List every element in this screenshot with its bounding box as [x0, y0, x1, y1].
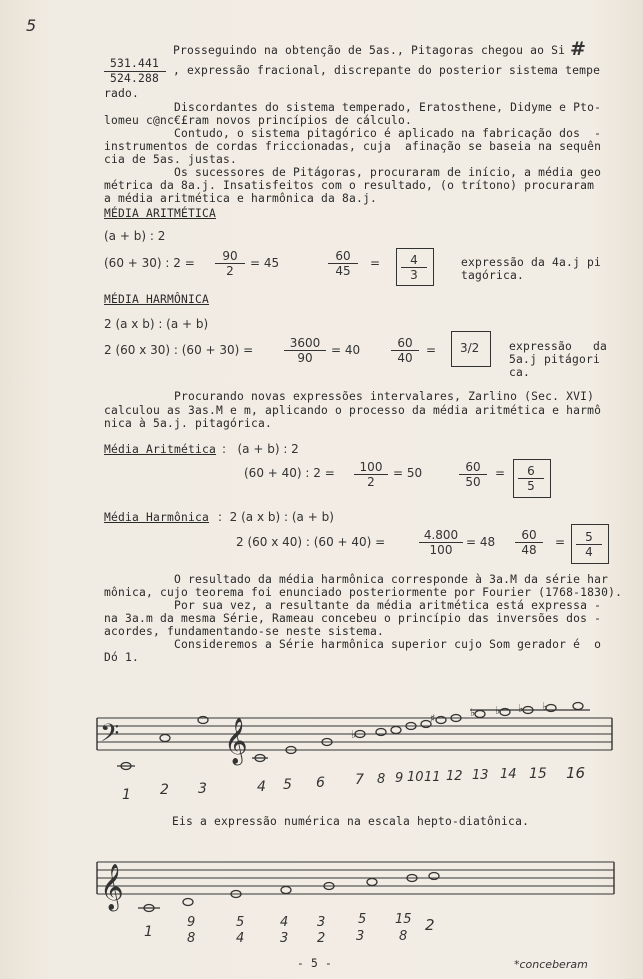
fraction-denominator: 524.288	[110, 72, 160, 85]
equals-sign: =	[495, 466, 506, 480]
para4-line: Consideremos a Série harmônica superior cujo Som gerador é o	[104, 638, 602, 651]
note-4aj: expressão da 4a.j pi	[461, 256, 602, 269]
heading-media-harmonica-2: Média Harmônica	[104, 511, 210, 524]
equals-sign: =	[370, 256, 381, 270]
ratio-numerator: 1	[144, 924, 153, 940]
frac-num: 60	[515, 528, 543, 543]
series-number: 11	[424, 770, 441, 785]
ratio-numerator: 2	[425, 916, 435, 934]
bass-clef-icon: 𝄢	[100, 719, 120, 754]
formula-harmonica-2: : 2 (a x b) : (a + b)	[218, 510, 334, 524]
para3-line: nica à 5a.j. pitagórica.	[104, 417, 273, 430]
frac-den: 3	[410, 268, 418, 282]
para2-line: Discordantes do sistema temperado, Eratosthene, Didyme e Pto-	[104, 101, 602, 114]
para4-line: na 3a.m da mesma Série, Rameau concebeu o princípio das inversões dos -	[104, 612, 602, 625]
frac-num: 6	[518, 464, 544, 479]
para3-line: calculou as 3as.M e m, aplicando o processo da média aritmética e harmô	[104, 404, 602, 417]
footnote-conceberam: *conceberam	[514, 958, 588, 971]
treble-clef-icon: 𝄞	[100, 864, 124, 910]
equals-sign: =	[426, 343, 437, 357]
para1-line2: , expressão fracional, discrepante do posterior sistema tempe	[173, 64, 601, 77]
formula-aritmetica-2: : (a + b) : 2	[222, 442, 299, 456]
series-number: 10	[407, 770, 424, 785]
series-number: 1	[122, 787, 131, 803]
series-number: 5	[283, 777, 292, 793]
series-number: 16	[566, 764, 586, 782]
para2-line: a média aritmética e harmônica da 8a.j.	[104, 192, 378, 205]
series-number: 9	[395, 771, 404, 786]
frac-den: 2	[226, 264, 234, 278]
ratio-numerator: 3	[317, 915, 326, 930]
ratio-numerator: 4	[280, 915, 289, 930]
frac-den: 48	[521, 543, 537, 557]
para2-line: métrica da 8a.j. Insatisfeitos com o resultado, (o trítono) procuraram	[104, 179, 595, 192]
frac-den: 100	[429, 543, 453, 557]
fraction-numerator: 531.441	[110, 57, 160, 70]
para1-line3: rado.	[104, 87, 140, 100]
frac-den: 90	[297, 351, 313, 365]
para4-line: Por sua vez, a resultante da média aritmética está expressa -	[104, 599, 602, 612]
heading-media-aritmetica: MÉDIA ARITMÉTICA	[104, 207, 217, 220]
calc-aritmetica-2-mid: = 50	[393, 466, 423, 480]
para4-line: mônica, cujo teorema foi enunciado posteriormente por Fourier (1768-1830).	[104, 586, 623, 599]
frac-num: 3600	[284, 336, 326, 351]
ratio-denominator: 2	[317, 931, 326, 946]
para4-line: O resultado da média harmônica corresponde à 3a.M da série har	[104, 573, 609, 586]
series-number: 4	[257, 779, 266, 795]
ratio-numerator: 9	[187, 915, 196, 930]
ratio-denominator: 8	[187, 931, 196, 946]
frac-num: 4	[401, 253, 427, 268]
frac-num: 60	[328, 249, 358, 264]
para2-line: lomeu c@nc€£ram novos princípios de cálculo.	[104, 114, 413, 127]
ratio-denominator: 3	[356, 929, 365, 944]
page-number-bottom: - 5 -	[297, 957, 333, 970]
svg-text:♭: ♭	[470, 706, 476, 719]
calc-harmonica-2-mid: = 48	[466, 535, 496, 549]
frac-num: 5	[576, 530, 602, 545]
calc-aritmetica-2-lhs: (60 + 40) : 2 =	[244, 466, 335, 480]
heading-media-aritmetica-2: Média Aritmética	[104, 443, 217, 456]
para3-line: Procurando novas expressões intervalares, Zarlino (Sec. XVI)	[104, 390, 595, 403]
para1-line1: Prosseguindo na obtenção de 5as., Pitagoras chegou ao Si	[173, 44, 566, 57]
frac-den: 2	[367, 475, 375, 489]
note-4aj-2: tagórica.	[461, 269, 525, 282]
frac-num: 100	[354, 460, 388, 475]
calc-aritmetica-mid: = 45	[250, 256, 280, 270]
sharp-symbol: #	[570, 38, 586, 60]
note-5aj: expressão da	[509, 340, 608, 353]
svg-text:♭: ♭	[518, 702, 524, 715]
frac-den: 5	[527, 479, 535, 493]
para4-line: Dó 1.	[104, 651, 140, 664]
calc-aritmetica-lhs: (60 + 30) : 2 =	[104, 256, 195, 270]
ratio-denominator: 3	[280, 931, 289, 946]
para2-line: instrumentos de cordas friccionadas, cuja afinação se baseia na sequên	[104, 140, 602, 153]
caption-hepto-diatonica: Eis a expressão numérica na escala hepto-diatônica.	[172, 815, 530, 828]
result-3-2: 3/2	[460, 341, 480, 355]
treble-clef-icon: 𝄞	[224, 718, 248, 764]
para4-line: acordes, fundamentando-se neste sistema.	[104, 625, 385, 638]
frac-den: 45	[335, 264, 351, 278]
series-number: 2	[160, 782, 169, 798]
svg-text:♯: ♯	[430, 712, 436, 725]
ratio-numerator: 15	[395, 912, 412, 927]
calc-harmonica-lhs: 2 (60 x 30) : (60 + 30) =	[104, 343, 254, 357]
svg-text:♭: ♭	[542, 700, 548, 713]
frac-den: 40	[397, 351, 413, 365]
series-number: 7	[355, 772, 364, 788]
ratio-denominator: 4	[236, 931, 245, 946]
para2-line: Contudo, o sistema pitagórico é aplicado na fabricação dos -	[104, 127, 602, 140]
series-number: 13	[472, 768, 489, 783]
svg-text:♭: ♭	[495, 704, 501, 717]
frac-den: 4	[585, 545, 593, 559]
frac-num: 60	[459, 460, 487, 475]
frac-num: 4.800	[419, 528, 463, 543]
calc-harmonica-2-lhs: 2 (60 x 40) : (60 + 40) =	[236, 535, 386, 549]
ratio-numerator: 5	[358, 912, 367, 927]
calc-harmonica-mid: = 40	[331, 343, 361, 357]
formula-harmonica: 2 (a x b) : (a + b)	[104, 317, 209, 331]
series-number: 12	[446, 769, 463, 784]
ratio-denominator: 8	[399, 929, 408, 944]
heading-media-harmonica: MÉDIA HARMÔNICA	[104, 293, 210, 306]
series-number: 6	[316, 775, 325, 791]
note-5aj-2: 5a.j pitágori	[509, 353, 601, 366]
svg-text:♭: ♭	[351, 728, 357, 741]
formula-aritmetica: (a + b) : 2	[104, 229, 166, 243]
frac-num: 60	[391, 336, 419, 351]
frac-den: 50	[465, 475, 481, 489]
equals-sign: =	[555, 535, 566, 549]
para2-line: Os sucessores de Pitágoras, procuraram de início, a média geo	[104, 166, 602, 179]
series-number: 14	[500, 767, 517, 782]
para2-line: cia de 5as. justas.	[104, 153, 238, 166]
page-number-handwritten: 5	[26, 16, 37, 35]
series-number: 8	[377, 772, 386, 787]
series-number: 15	[529, 766, 547, 782]
series-number: 3	[198, 781, 207, 797]
note-5aj-3: ca.	[509, 366, 531, 379]
ratio-numerator: 5	[236, 915, 245, 930]
frac-num: 90	[215, 249, 245, 264]
